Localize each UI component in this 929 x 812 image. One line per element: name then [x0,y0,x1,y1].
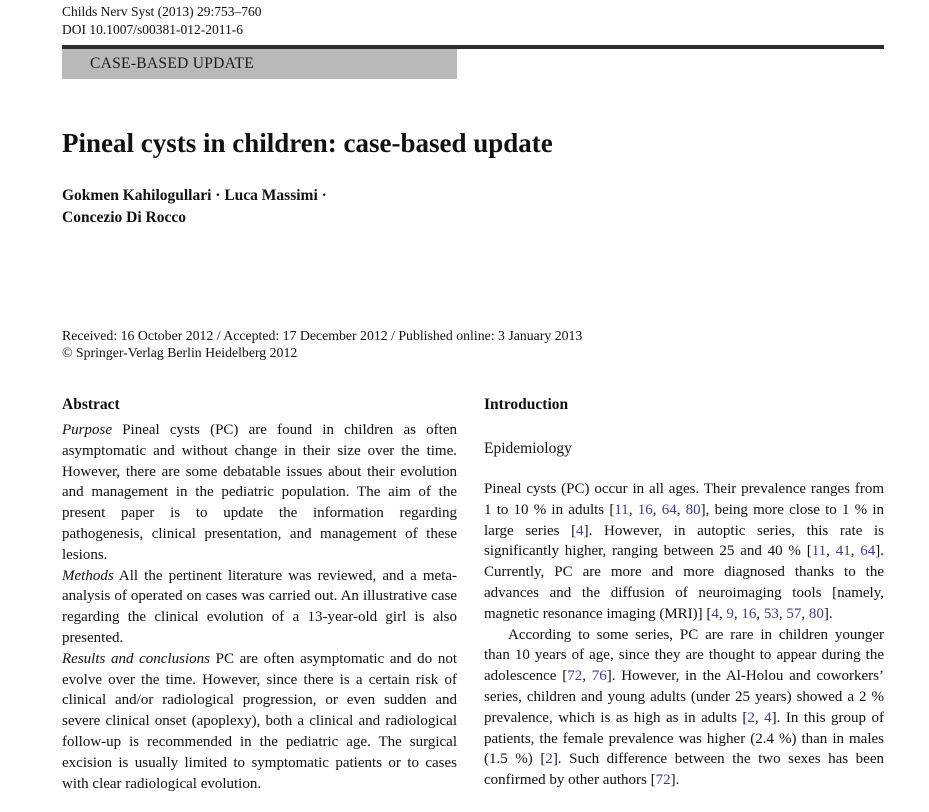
citation-link[interactable]: 41 [835,543,851,560]
text-segment: ]. [670,772,680,789]
doi-line: DOI 10.1007/s00381-012-2011-6 [62,22,243,37]
section-banner-label: CASE-BASED UPDATE [90,55,254,72]
citation-link[interactable]: 2 [545,751,553,768]
citation-link[interactable]: 64 [661,501,677,518]
citation-link[interactable]: 9 [726,605,734,622]
text-segment: , [778,605,787,622]
journal-header [62,0,884,39]
received-line: Received: 16 October 2012 / Accepted: 17 December 2012 / Published online: 3 January 2013 [62,328,583,343]
citation-link[interactable]: 16 [637,501,653,518]
text-segment: , [850,543,861,560]
text-segment: , [801,605,809,622]
text-segment: ]. [823,605,833,622]
citation-link[interactable]: 2 [747,709,755,726]
citation-link[interactable]: 76 [591,668,607,685]
paragraph [62,420,457,566]
text-segment: , [756,605,764,622]
text-segment: Methods [62,567,114,584]
text-segment: Pineal cysts (PC) are found in children as often asymptomatic and without change in their size over the time. However, there are some debatable issues about their evolution and management in the pediatric population. The aim of the present paper is to update the information regarding pathogenesis, clinical presentation, and management of these lesions. [62,422,457,563]
two-column-body [62,394,884,794]
text-segment: , [826,543,836,560]
citation-link[interactable]: 57 [786,605,802,622]
text-segment: ], being more close to 1 % in large series [ [484,501,885,539]
text-segment: According to some series, PC are rare in children younger than 10 years of age, since they are thought to appear during the adolescence [ [484,626,884,685]
paragraph [62,649,457,795]
text-segment: Results and conclusions [62,650,210,667]
text-segment: PC are often asymptomatic and do not evolve over the time. However, since there is a certain risk of clinical and/or radiological progression, or even sudden and severe clinical onset (apoplexy), both a clinical and radiological follow-up is recommended in the pediatric age. The surgical excision is usually limited to symptomatic patients or to cases with clear radiological evolution. [62,650,458,792]
citation-link[interactable]: 53 [763,605,779,622]
citation-link[interactable]: 16 [741,605,757,622]
text-segment: , [628,501,638,518]
text-segment: ]. In this group of patients, the female prevalence was higher (2.4 %) than in males (1.5 %) [ [484,709,885,768]
citation-link[interactable]: 80 [685,501,701,518]
article-history-block [62,327,884,361]
paper-title: Pineal cysts in children: case-based update [62,128,553,158]
citation-link[interactable]: 4 [576,522,584,539]
citation-link[interactable]: 72 [655,772,671,789]
authors-block [62,185,884,229]
abstract-heading: Abstract [62,396,120,413]
text-segment: , [718,605,727,622]
journal-citation-line: Childs Nerv Syst (2013) 29:753–760 [62,4,262,19]
text-segment: ]. Currently, PC are more and more diagnosed thanks to the advances and the diffusion of neuroimaging tools [namely, magnetic resonance imaging (MRI)] [ [484,543,885,622]
introduction-column [484,394,884,794]
text-segment: ]. However, in the Al-Holou and coworkers’ series, children and young adults (under 25 years) showed a 2 % prevalence, which is as high as in adults [ [484,668,884,726]
citation-link[interactable]: 11 [811,543,827,560]
section-banner [62,49,457,79]
paragraph [484,479,884,625]
introduction-text [484,479,884,791]
text-segment: All the pertinent literature was reviewed, and a meta-analysis of operated on cases was carried out. An illustrative case regarding the clinical evolution of a 13-year-old girl is also presented. [62,567,457,646]
citation-link[interactable]: 80 [808,605,824,622]
paragraph [484,625,884,791]
text-segment: , [754,709,765,726]
text-segment: ]. Such difference between the two sexes has been confirmed by other authors [ [484,751,884,789]
text-segment: ]. However, in autoptic series, this rate is significantly higher, ranging between 25 and 40 % [ [484,522,885,560]
citation-link[interactable]: 4 [764,709,772,726]
text-segment: , [676,501,686,518]
epidemiology-subheading: Epidemiology [484,440,572,457]
abstract-text [62,420,457,794]
authors-line-1: Gokmen Kahilogullari · Luca Massimi · [62,187,327,204]
text-segment: Pineal cysts (PC) occur in all ages. Their prevalence ranges from 1 to 10 % in adults [ [484,481,884,518]
citation-link[interactable]: 64 [860,543,876,560]
introduction-heading: Introduction [484,396,569,413]
text-segment: , [652,501,662,518]
text-segment: , [582,668,592,685]
page-content [62,0,884,794]
text-segment: , [733,605,742,622]
authors-line-2: Concezio Di Rocco [62,209,186,226]
paragraph [62,566,457,649]
citation-link[interactable]: 72 [567,668,583,685]
citation-link[interactable]: 11 [614,501,629,518]
abstract-column [62,394,457,794]
citation-link[interactable]: 4 [711,605,719,622]
text-segment: Purpose [62,422,112,438]
copyright-line: © Springer-Verlag Berlin Heidelberg 2012 [62,345,298,360]
